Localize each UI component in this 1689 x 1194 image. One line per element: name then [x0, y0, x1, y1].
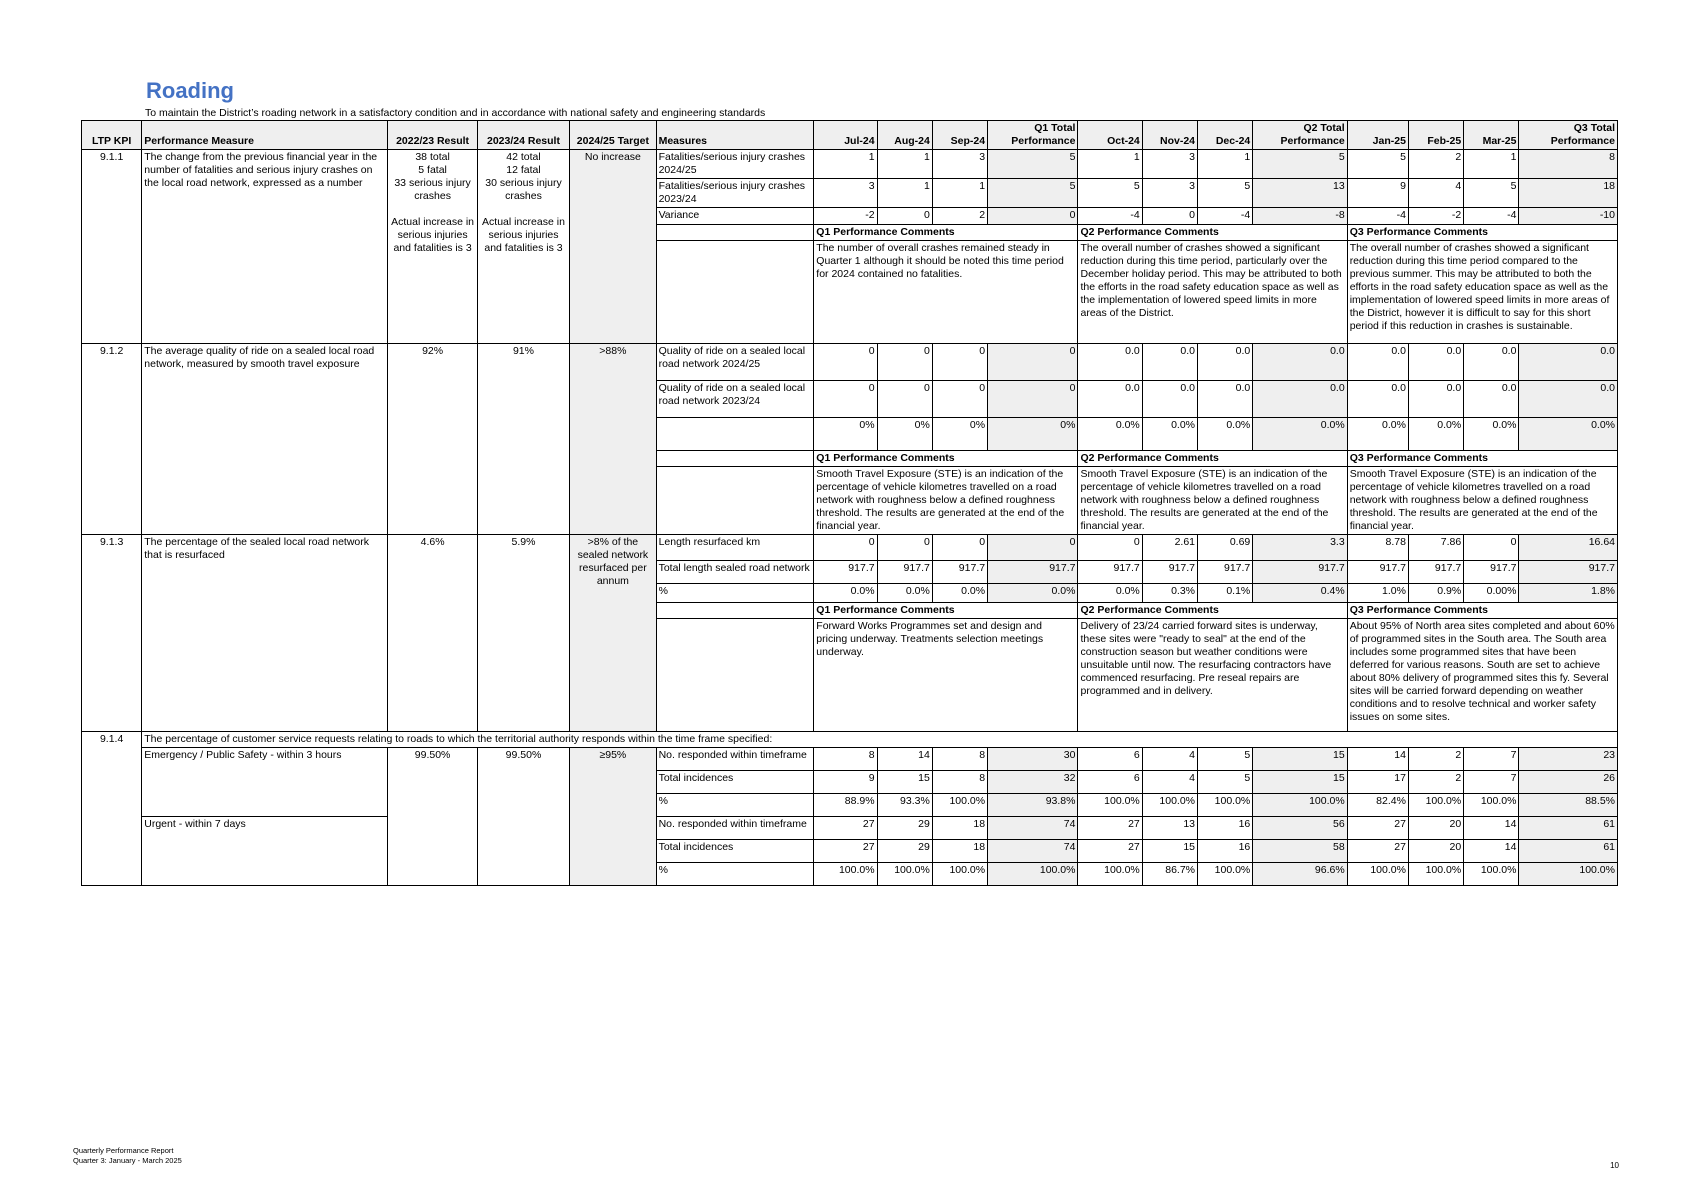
- value-cell: 917.7: [1519, 561, 1618, 584]
- value-cell: 0.0: [1142, 344, 1197, 381]
- value-cell: 0.0: [1078, 344, 1142, 381]
- value-cell: 0%: [877, 418, 932, 451]
- value-cell: 14: [877, 748, 932, 771]
- performance-measure: The percentage of the sealed local road network that is resurfaced: [142, 535, 388, 732]
- value-cell: 14: [1464, 817, 1519, 840]
- col-header-nov: Nov-24: [1142, 121, 1197, 150]
- value-cell: 0: [988, 535, 1078, 561]
- value-cell: 917.7: [988, 561, 1078, 584]
- value-cell: 0.0: [1408, 344, 1463, 381]
- value-cell: 100.0%: [1464, 794, 1519, 817]
- performance-measure: The average quality of ride on a sealed local road network, measured by smooth travel exposure: [142, 344, 388, 535]
- value-cell: 14: [1464, 840, 1519, 863]
- value-cell: 0.69: [1198, 535, 1253, 561]
- col-header-measures: Measures: [656, 121, 814, 150]
- value-cell: 5: [988, 150, 1078, 179]
- value-cell: 27: [814, 817, 877, 840]
- value-cell: 27: [1347, 817, 1408, 840]
- measure-label: Fatalities/serious injury crashes 2024/25: [656, 150, 814, 179]
- value-cell: 0.0: [1142, 381, 1197, 418]
- value-cell: 93.3%: [877, 794, 932, 817]
- value-cell: 0: [814, 344, 877, 381]
- value-cell: 88.5%: [1519, 794, 1618, 817]
- value-cell: 18: [932, 840, 987, 863]
- value-cell: -4: [1078, 208, 1142, 225]
- value-cell: 74: [988, 840, 1078, 863]
- value-cell: 20: [1408, 840, 1463, 863]
- measure-label: Total length sealed road network: [656, 561, 814, 584]
- value-cell: 100.0%: [1078, 863, 1142, 886]
- measure-label: Quality of ride on a sealed local road network 2024/25: [656, 344, 814, 381]
- measure-label: [656, 418, 814, 451]
- value-cell: 917.7: [1078, 561, 1142, 584]
- value-cell: -2: [1408, 208, 1463, 225]
- col-header-target: 2024/25 Target: [570, 121, 656, 150]
- value-cell: -4: [1464, 208, 1519, 225]
- comment-q1: Forward Works Programmes set and design and pricing underway. Treatments selection meetings underway.: [814, 619, 1078, 732]
- footer-quarter: Quarter 3: January - March 2025: [73, 1156, 182, 1165]
- result-2023-24: 91%: [477, 344, 569, 535]
- value-cell: 6: [1078, 771, 1142, 794]
- value-cell: 0: [1142, 208, 1197, 225]
- col-header-q1: Q1 Total Performance: [988, 121, 1078, 150]
- comment-q3: The overall number of crashes showed a significant reduction during this time period compared to the previous summer. This may be attributed to both the efforts in the road safety education space as well as the implementation of lowered speed limits in more areas of the District, however it is difficult to say for this short period if this reduction in crashes is sustainable.: [1347, 241, 1617, 344]
- page-title: Roading: [146, 78, 234, 103]
- value-cell: 7: [1464, 771, 1519, 794]
- value-cell: 0: [877, 208, 932, 225]
- value-cell: 7: [1464, 748, 1519, 771]
- table-row: [82, 344, 1618, 381]
- value-cell: 27: [1078, 817, 1142, 840]
- value-cell: 0.0%: [932, 584, 987, 603]
- value-cell: 0.0%: [1078, 584, 1142, 603]
- value-cell: 1: [932, 179, 987, 208]
- value-cell: 0.0%: [1078, 418, 1142, 451]
- value-cell: 9: [1347, 179, 1408, 208]
- value-cell: 5: [1198, 748, 1253, 771]
- value-cell: 27: [1078, 840, 1142, 863]
- value-cell: 0.0: [1198, 344, 1253, 381]
- value-cell: 56: [1253, 817, 1347, 840]
- measure-label: %: [656, 794, 814, 817]
- value-cell: 100.0%: [877, 863, 932, 886]
- result-2023-24: 42 total 12 fatal 30 serious injury crashes Actual increase in serious injuries and fatalities is 3: [477, 150, 569, 344]
- value-cell: 917.7: [1253, 561, 1347, 584]
- value-cell: 0.3%: [1142, 584, 1197, 603]
- value-cell: 0: [1078, 535, 1142, 561]
- result-2023-24: 5.9%: [477, 535, 569, 732]
- value-cell: 0.00%: [1464, 584, 1519, 603]
- value-cell: 0.0: [1347, 381, 1408, 418]
- value-cell: 100.0%: [1078, 794, 1142, 817]
- value-cell: 4: [1142, 771, 1197, 794]
- measure-label-empty: [656, 451, 814, 467]
- comment-q3: About 95% of North area sites completed and about 60% of programmed sites in the South area. The South area includes some programmed sites that have been deferred for various reasons. South are set to achieve about 80% delivery of programmed sites this fy. Several sites will be carried forward depending on weather conditions and to resolve technical and worker safety issues on some sites.: [1347, 619, 1617, 732]
- value-cell: -2: [814, 208, 877, 225]
- value-cell: 0.0%: [1408, 418, 1463, 451]
- value-cell: 1: [814, 150, 877, 179]
- target-2024-25: >8% of the sealed network resurfaced per annum: [570, 535, 656, 732]
- value-cell: -10: [1519, 208, 1618, 225]
- value-cell: 1: [877, 150, 932, 179]
- target-2024-25: >88%: [570, 344, 656, 535]
- value-cell: 0.0%: [814, 584, 877, 603]
- col-header-jul: Jul-24: [814, 121, 877, 150]
- value-cell: 3: [1142, 179, 1197, 208]
- measure-label: Length resurfaced km: [656, 535, 814, 561]
- comment-q2: Smooth Travel Exposure (STE) is an indication of the percentage of vehicle kilometres travelled on a road network with roughness below a defined roughness threshold. The results are generated at the end of the financial year.: [1078, 467, 1347, 535]
- measure-label: No. responded within timeframe: [656, 817, 814, 840]
- value-cell: 5: [1347, 150, 1408, 179]
- value-cell: 917.7: [1198, 561, 1253, 584]
- value-cell: 0.0: [1464, 344, 1519, 381]
- comment-q2: The overall number of crashes showed a significant reduction during this time period, particularly over the December holiday period. This may be attributed to both the efforts in the road safety education space as well as the implementation of lowered speed limits in more areas of the District.: [1078, 241, 1347, 344]
- value-cell: 88.9%: [814, 794, 877, 817]
- value-cell: 0: [877, 535, 932, 561]
- col-header-feb: Feb-25: [1408, 121, 1463, 150]
- comment-header-q3: Q3 Performance Comments: [1347, 451, 1617, 467]
- value-cell: 93.8%: [988, 794, 1078, 817]
- value-cell: 4: [1142, 748, 1197, 771]
- value-cell: 0.0: [1198, 381, 1253, 418]
- value-cell: 82.4%: [1347, 794, 1408, 817]
- value-cell: 0: [814, 381, 877, 418]
- value-cell: -4: [1347, 208, 1408, 225]
- value-cell: 1.0%: [1347, 584, 1408, 603]
- value-cell: 2: [1408, 748, 1463, 771]
- table-header-row: [82, 121, 1618, 150]
- value-cell: 26: [1519, 771, 1618, 794]
- table-row: [82, 748, 1618, 771]
- value-cell: 100.0%: [1347, 863, 1408, 886]
- value-cell: 96.6%: [1253, 863, 1347, 886]
- value-cell: 8: [1519, 150, 1618, 179]
- value-cell: 917.7: [1464, 561, 1519, 584]
- value-cell: 0.0%: [988, 584, 1078, 603]
- kpi-id: 9.1.1: [82, 150, 142, 344]
- value-cell: 15: [1253, 748, 1347, 771]
- value-cell: 6: [1078, 748, 1142, 771]
- value-cell: 4: [1408, 179, 1463, 208]
- value-cell: 0: [932, 535, 987, 561]
- value-cell: 1.8%: [1519, 584, 1618, 603]
- value-cell: 3.3: [1253, 535, 1347, 561]
- comment-q1: The number of overall crashes remained steady in Quarter 1 although it should be noted this time period for 2024 contained no fatalities.: [814, 241, 1078, 344]
- value-cell: 0.0: [1078, 381, 1142, 418]
- value-cell: 0.0%: [1198, 418, 1253, 451]
- value-cell: 17: [1347, 771, 1408, 794]
- value-cell: 0.0: [1253, 381, 1347, 418]
- value-cell: 15: [1142, 840, 1197, 863]
- comment-q2: Delivery of 23/24 carried forward sites is underway, these sites were "ready to seal" at the end of the construction season but weather conditions were unsuitable until now. The resurfacing contractors have commenced resurfacing. Pre reseal repairs are programmed and in delivery.: [1078, 619, 1347, 732]
- comment-header-q1: Q1 Performance Comments: [814, 225, 1078, 241]
- col-header-sep: Sep-24: [932, 121, 987, 150]
- value-cell: 7.86: [1408, 535, 1463, 561]
- kpi-id: 9.1.3: [82, 535, 142, 732]
- value-cell: 0.0: [1519, 344, 1618, 381]
- result-2022-23: 38 total 5 fatal 33 serious injury crashes Actual increase in serious injuries and fatalities is 3: [388, 150, 477, 344]
- table-row: [82, 732, 1618, 748]
- value-cell: 5: [1198, 771, 1253, 794]
- measure-label-empty: [656, 467, 814, 535]
- measure-label: %: [656, 584, 814, 603]
- sub-measure-urgent: Urgent - within 7 days: [142, 817, 388, 886]
- value-cell: 29: [877, 840, 932, 863]
- comment-q1: Smooth Travel Exposure (STE) is an indication of the percentage of vehicle kilometres travelled on a road network with roughness below a defined roughness threshold. The results are generated at the end of the financial year.: [814, 467, 1078, 535]
- measure-label: %: [656, 863, 814, 886]
- value-cell: 100.0%: [1519, 863, 1618, 886]
- kpi-id: 9.1.2: [82, 344, 142, 535]
- value-cell: 3: [814, 179, 877, 208]
- measure-label-empty: [656, 241, 814, 344]
- value-cell: 100.0%: [1408, 863, 1463, 886]
- value-cell: 2: [1408, 150, 1463, 179]
- sub-measure-emergency: Emergency / Public Safety - within 3 hours: [142, 748, 388, 817]
- value-cell: 8.78: [1347, 535, 1408, 561]
- target-2024-25: ≥95%: [570, 748, 656, 886]
- value-cell: 30: [988, 748, 1078, 771]
- col-header-q2: Q2 Total Performance: [1253, 121, 1347, 150]
- value-cell: 917.7: [1142, 561, 1197, 584]
- value-cell: 0: [988, 381, 1078, 418]
- col-header-mar: Mar-25: [1464, 121, 1519, 150]
- comment-header-q2: Q2 Performance Comments: [1078, 603, 1347, 619]
- value-cell: 18: [1519, 179, 1618, 208]
- value-cell: 32: [988, 771, 1078, 794]
- comment-header-q3: Q3 Performance Comments: [1347, 225, 1617, 241]
- value-cell: 0.1%: [1198, 584, 1253, 603]
- value-cell: 8: [932, 771, 987, 794]
- col-header-2023-24: 2023/24 Result: [477, 121, 569, 150]
- value-cell: 0.0%: [877, 584, 932, 603]
- measure-label: Total incidences: [656, 771, 814, 794]
- value-cell: 1: [1464, 150, 1519, 179]
- page-subtitle: To maintain the District’s roading network in a satisfactory condition and in accordance with national safety and engineering standards: [145, 107, 766, 119]
- value-cell: 61: [1519, 817, 1618, 840]
- col-header-kpi: LTP KPI: [82, 121, 142, 150]
- value-cell: 100.0%: [988, 863, 1078, 886]
- comment-header-q2: Q2 Performance Comments: [1078, 451, 1347, 467]
- value-cell: 0: [877, 344, 932, 381]
- value-cell: 917.7: [1347, 561, 1408, 584]
- value-cell: 100.0%: [1253, 794, 1347, 817]
- col-header-dec: Dec-24: [1198, 121, 1253, 150]
- value-cell: 13: [1142, 817, 1197, 840]
- value-cell: 100.0%: [1198, 794, 1253, 817]
- value-cell: 5: [1253, 150, 1347, 179]
- table-row: [82, 150, 1618, 179]
- measure-label: Total incidences: [656, 840, 814, 863]
- value-cell: 5: [1078, 179, 1142, 208]
- value-cell: -4: [1198, 208, 1253, 225]
- value-cell: 0.0%: [1464, 418, 1519, 451]
- value-cell: 14: [1347, 748, 1408, 771]
- value-cell: 5: [1464, 179, 1519, 208]
- target-2024-25: No increase: [570, 150, 656, 344]
- value-cell: 86.7%: [1142, 863, 1197, 886]
- performance-measure: The percentage of customer service requests relating to roads to which the territorial authority responds within the time frame specified:: [142, 732, 1618, 748]
- comment-header-q3: Q3 Performance Comments: [1347, 603, 1617, 619]
- value-cell: 3: [932, 150, 987, 179]
- result-2023-24: 99.50%: [477, 748, 569, 886]
- value-cell: 0.0: [1347, 344, 1408, 381]
- value-cell: 0: [877, 381, 932, 418]
- measure-label-empty: [656, 619, 814, 732]
- value-cell: 917.7: [814, 561, 877, 584]
- value-cell: 2: [932, 208, 987, 225]
- result-2022-23: 99.50%: [388, 748, 477, 886]
- value-cell: 917.7: [932, 561, 987, 584]
- comment-q3: Smooth Travel Exposure (STE) is an indication of the percentage of vehicle kilometres travelled on a road network with roughness below a defined roughness threshold. The results are generated at the end of the financial year.: [1347, 467, 1617, 535]
- value-cell: 0.0%: [1347, 418, 1408, 451]
- value-cell: 9: [814, 771, 877, 794]
- value-cell: 100.0%: [1408, 794, 1463, 817]
- value-cell: 0.0%: [1519, 418, 1618, 451]
- footer-report-name: Quarterly Performance Report: [73, 1146, 174, 1155]
- measure-label: No. responded within timeframe: [656, 748, 814, 771]
- value-cell: 58: [1253, 840, 1347, 863]
- table-row: [82, 535, 1618, 561]
- value-cell: 1: [1078, 150, 1142, 179]
- value-cell: 15: [877, 771, 932, 794]
- value-cell: 16.64: [1519, 535, 1618, 561]
- value-cell: 1: [877, 179, 932, 208]
- value-cell: 0%: [988, 418, 1078, 451]
- value-cell: 27: [1347, 840, 1408, 863]
- value-cell: 0.0%: [1253, 418, 1347, 451]
- value-cell: 100.0%: [932, 794, 987, 817]
- value-cell: 0.0: [1519, 381, 1618, 418]
- value-cell: 100.0%: [1142, 794, 1197, 817]
- col-header-2022-23: 2022/23 Result: [388, 121, 477, 150]
- col-header-jan: Jan-25: [1347, 121, 1408, 150]
- value-cell: 0.0%: [1142, 418, 1197, 451]
- value-cell: 8: [814, 748, 877, 771]
- value-cell: 100.0%: [1464, 863, 1519, 886]
- measure-label: Variance: [656, 208, 814, 225]
- value-cell: 0: [932, 381, 987, 418]
- comment-header-q2: Q2 Performance Comments: [1078, 225, 1347, 241]
- comment-header-q1: Q1 Performance Comments: [814, 603, 1078, 619]
- value-cell: 23: [1519, 748, 1618, 771]
- value-cell: 20: [1408, 817, 1463, 840]
- value-cell: 0.0: [1253, 344, 1347, 381]
- value-cell: 16: [1198, 840, 1253, 863]
- value-cell: 0.0: [1464, 381, 1519, 418]
- value-cell: 100.0%: [814, 863, 877, 886]
- result-2022-23: 92%: [388, 344, 477, 535]
- value-cell: 2: [1408, 771, 1463, 794]
- value-cell: 15: [1253, 771, 1347, 794]
- table-row: [82, 817, 1618, 840]
- value-cell: 0: [814, 535, 877, 561]
- value-cell: 0%: [814, 418, 877, 451]
- col-header-aug: Aug-24: [877, 121, 932, 150]
- value-cell: 917.7: [877, 561, 932, 584]
- measure-label-empty: [656, 603, 814, 619]
- value-cell: 0.4%: [1253, 584, 1347, 603]
- value-cell: 917.7: [1408, 561, 1463, 584]
- value-cell: 27: [814, 840, 877, 863]
- comment-header-q1: Q1 Performance Comments: [814, 451, 1078, 467]
- col-header-oct: Oct-24: [1078, 121, 1142, 150]
- value-cell: 8: [932, 748, 987, 771]
- value-cell: 1: [1198, 150, 1253, 179]
- value-cell: 0: [988, 208, 1078, 225]
- value-cell: 0: [988, 344, 1078, 381]
- value-cell: 0: [932, 344, 987, 381]
- measure-label: Fatalities/serious injury crashes 2023/24: [656, 179, 814, 208]
- value-cell: 74: [988, 817, 1078, 840]
- value-cell: 16: [1198, 817, 1253, 840]
- page-number: 10: [1610, 1161, 1619, 1170]
- value-cell: 0%: [932, 418, 987, 451]
- value-cell: 0.0: [1408, 381, 1463, 418]
- kpi-id: 9.1.4: [82, 732, 142, 886]
- col-header-q3: Q3 Total Performance: [1519, 121, 1618, 150]
- value-cell: -8: [1253, 208, 1347, 225]
- value-cell: 3: [1142, 150, 1197, 179]
- value-cell: 100.0%: [1198, 863, 1253, 886]
- value-cell: 5: [988, 179, 1078, 208]
- result-2022-23: 4.6%: [388, 535, 477, 732]
- col-header-measure: Performance Measure: [142, 121, 388, 150]
- value-cell: 18: [932, 817, 987, 840]
- measure-label-empty: [656, 225, 814, 241]
- performance-measure: The change from the previous financial year in the number of fatalities and serious injury crashes on the local road network, expressed as a number: [142, 150, 388, 344]
- kpi-table: [81, 120, 1618, 886]
- value-cell: 0: [1464, 535, 1519, 561]
- value-cell: 100.0%: [932, 863, 987, 886]
- value-cell: 13: [1253, 179, 1347, 208]
- value-cell: 61: [1519, 840, 1618, 863]
- measure-label: Quality of ride on a sealed local road network 2023/24: [656, 381, 814, 418]
- value-cell: 29: [877, 817, 932, 840]
- value-cell: 2.61: [1142, 535, 1197, 561]
- value-cell: 0.9%: [1408, 584, 1463, 603]
- value-cell: 5: [1198, 179, 1253, 208]
